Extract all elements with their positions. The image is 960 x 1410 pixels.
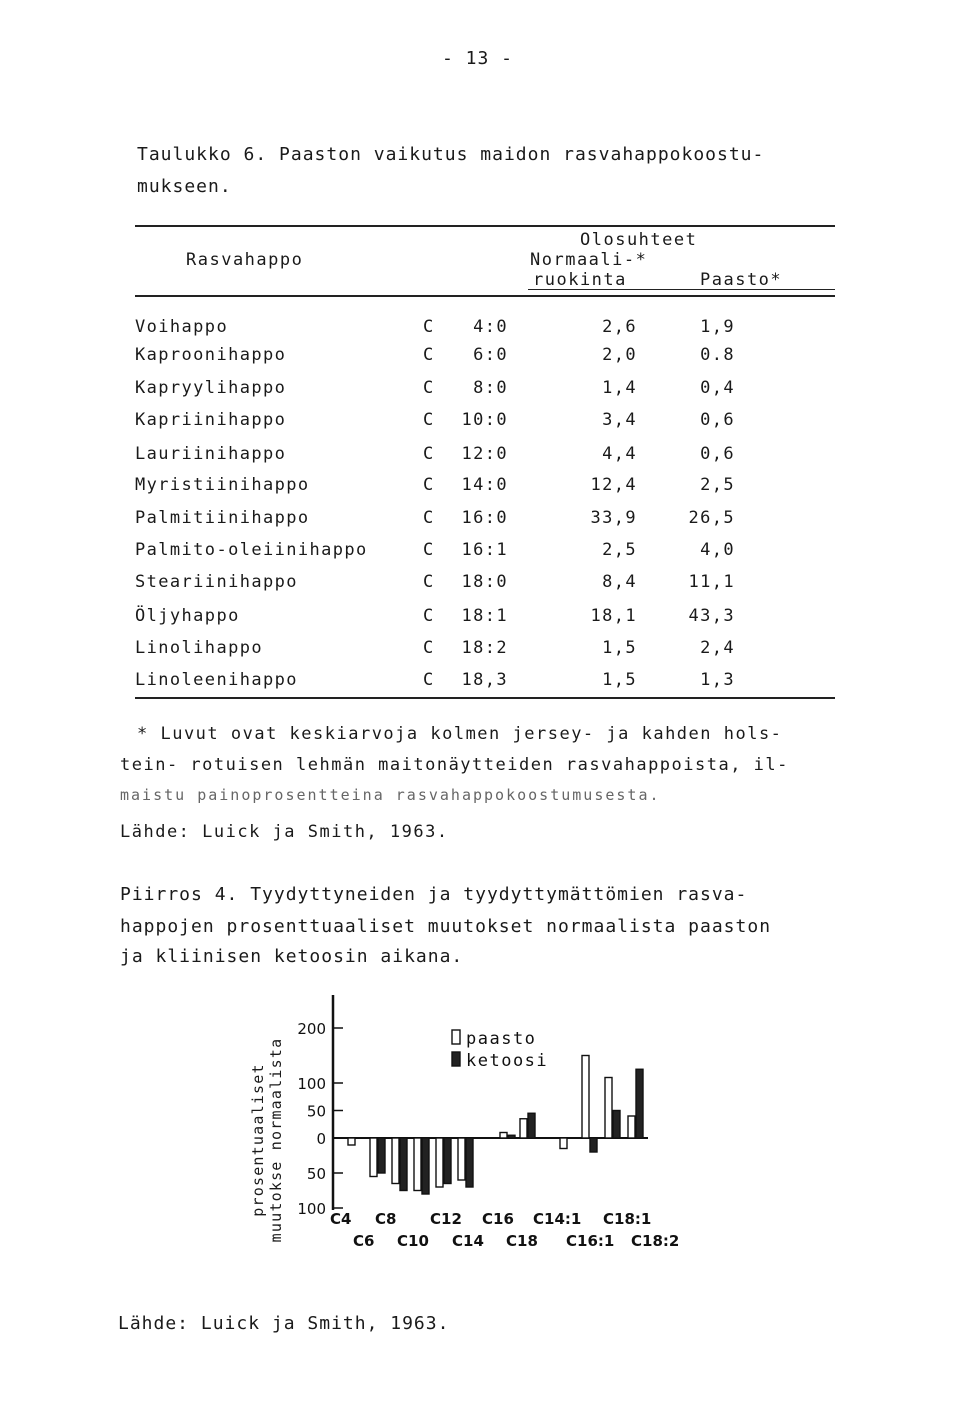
carbon-code-cell: 16:0 bbox=[461, 508, 508, 528]
y-tick-label: 50 bbox=[306, 1165, 326, 1183]
table-caption-line-1: Taulukko 6. Paaston vaikutus maidon rasvahappokoostu- bbox=[137, 144, 765, 165]
bar-paasto-c18-2 bbox=[628, 1116, 635, 1138]
bar-paasto-c18 bbox=[520, 1119, 527, 1138]
figure-source: Lähde: Luick ja Smith, 1963. bbox=[118, 1313, 450, 1334]
table-footnote-line-3: maistu painoprosentteina rasvahappokoostumusesta. bbox=[120, 786, 661, 804]
header-ruokinta: ruokinta bbox=[533, 270, 627, 290]
bar-paasto-c6 bbox=[370, 1138, 377, 1177]
carbon-code-cell: 18,3 bbox=[461, 670, 508, 690]
normal-feeding-value-cell: 3,4 bbox=[602, 410, 637, 430]
fasting-value-cell: 2,5 bbox=[700, 475, 735, 495]
bar-ketoosi-c8 bbox=[400, 1138, 407, 1191]
y-tick-label: 50 bbox=[306, 1102, 326, 1121]
fasting-value-cell: 2,4 bbox=[700, 638, 735, 658]
acid-name-cell: Voihappo bbox=[135, 317, 229, 337]
fasting-value-cell: 0.8 bbox=[700, 345, 735, 365]
legend-label-paasto: paasto bbox=[466, 1029, 537, 1049]
bar-ketoosi-c16 bbox=[508, 1135, 515, 1138]
normal-feeding-value-cell: 1,4 bbox=[602, 378, 637, 398]
legend-swatch-ketoosi bbox=[452, 1052, 460, 1066]
x-axis-label: C10 bbox=[397, 1232, 429, 1250]
legend-label-ketoosi: ketoosi bbox=[466, 1051, 549, 1071]
carbon-prefix-cell: C bbox=[423, 572, 435, 592]
bar-ketoosi-c14 bbox=[466, 1138, 473, 1187]
fasting-value-cell: 4,0 bbox=[700, 540, 735, 560]
fasting-value-cell: 0,6 bbox=[700, 444, 735, 464]
carbon-prefix-cell: C bbox=[423, 670, 435, 690]
acid-name-cell: Palmito-oleiinihappo bbox=[135, 540, 368, 560]
table-footnote-line-1: * Luvut ovat keskiarvoja kolmen jersey- ja kahden hols- bbox=[137, 724, 783, 744]
y-tick-label: 100 bbox=[297, 1075, 326, 1093]
carbon-prefix-cell: C bbox=[423, 345, 435, 365]
carbon-prefix-cell: C bbox=[423, 475, 435, 495]
bar-paasto-c8 bbox=[392, 1138, 399, 1184]
acid-name-cell: Myristiinihappo bbox=[135, 475, 310, 495]
acid-name-cell: Palmitiinihappo bbox=[135, 508, 310, 528]
bar-ketoosi-c18 bbox=[528, 1113, 535, 1138]
acid-name-cell: Kapryylihappo bbox=[135, 378, 287, 398]
carbon-code-cell: 6:0 bbox=[473, 345, 508, 365]
carbon-code-cell: 14:0 bbox=[461, 475, 508, 495]
carbon-prefix-cell: C bbox=[423, 378, 435, 398]
fasting-value-cell: 1,9 bbox=[700, 317, 735, 337]
bar-ketoosi-c12 bbox=[444, 1138, 451, 1184]
bar-ketoosi-c10 bbox=[422, 1138, 429, 1194]
normal-feeding-value-cell: 2,6 bbox=[602, 317, 637, 337]
x-axis-label: C18 bbox=[506, 1232, 538, 1250]
carbon-code-cell: 18:2 bbox=[461, 638, 508, 658]
acid-name-cell: Öljyhappo bbox=[135, 606, 240, 626]
x-axis-label: C8 bbox=[375, 1210, 397, 1228]
bar-ketoosi-c18-2 bbox=[636, 1069, 643, 1138]
normal-feeding-value-cell: 18,1 bbox=[590, 606, 637, 626]
carbon-code-cell: 4:0 bbox=[473, 317, 508, 337]
bar-paasto-c16-1 bbox=[582, 1056, 589, 1139]
header-olosuhteet: Olosuhteet bbox=[580, 230, 698, 250]
page-number: - 13 - bbox=[442, 48, 514, 69]
normal-feeding-value-cell: 1,5 bbox=[602, 638, 637, 658]
acid-name-cell: Linoleenihappo bbox=[135, 670, 298, 690]
fasting-value-cell: 0,6 bbox=[700, 410, 735, 430]
acid-name-cell: Kaproonihappo bbox=[135, 345, 287, 365]
carbon-code-cell: 8:0 bbox=[473, 378, 508, 398]
carbon-prefix-cell: C bbox=[423, 540, 435, 560]
normal-feeding-value-cell: 2,5 bbox=[602, 540, 637, 560]
acid-name-cell: Kapriinihappo bbox=[135, 410, 287, 430]
x-axis-label: C18:1 bbox=[603, 1210, 652, 1228]
carbon-prefix-cell: C bbox=[423, 444, 435, 464]
bar-ketoosi-c18-1 bbox=[613, 1111, 620, 1139]
bar-paasto-c10 bbox=[414, 1138, 421, 1191]
legend-swatch-paasto bbox=[452, 1030, 460, 1044]
normal-feeding-value-cell: 1,5 bbox=[602, 670, 637, 690]
table-source: Lähde: Luick ja Smith, 1963. bbox=[120, 822, 449, 842]
bar-paasto-c16 bbox=[500, 1133, 507, 1139]
bar-paasto-c12 bbox=[436, 1138, 443, 1187]
x-axis-label: C16:1 bbox=[566, 1232, 615, 1250]
carbon-code-cell: 18:0 bbox=[461, 572, 508, 592]
normal-feeding-value-cell: 2,0 bbox=[602, 345, 637, 365]
bar-ketoosi-c6 bbox=[378, 1138, 385, 1173]
carbon-code-cell: 18:1 bbox=[461, 606, 508, 626]
y-tick-label: 200 bbox=[297, 1020, 326, 1038]
header-rasvahappo: Rasvahappo bbox=[186, 250, 304, 270]
figure-caption-line-2: happojen prosenttuaaliset muutokset normaalista paaston bbox=[120, 916, 772, 937]
normal-feeding-value-cell: 4,4 bbox=[602, 444, 637, 464]
y-tick-label: 100 bbox=[297, 1200, 326, 1218]
x-axis-label: C18:2 bbox=[631, 1232, 680, 1250]
bar-paasto-c14 bbox=[458, 1138, 465, 1180]
carbon-code-cell: 10:0 bbox=[461, 410, 508, 430]
bar-paasto-c18-1 bbox=[605, 1078, 612, 1139]
fasting-value-cell: 0,4 bbox=[700, 378, 735, 398]
normal-feeding-value-cell: 12,4 bbox=[590, 475, 637, 495]
bar-paasto-c4 bbox=[348, 1138, 355, 1145]
x-axis-label: C6 bbox=[353, 1232, 375, 1250]
x-axis-label: C12 bbox=[430, 1210, 462, 1228]
acid-name-cell: Steariinihappo bbox=[135, 572, 298, 592]
carbon-prefix-cell: C bbox=[423, 638, 435, 658]
header-normaali: Normaali-* bbox=[530, 250, 648, 270]
fasting-value-cell: 43,3 bbox=[688, 606, 735, 626]
fasting-value-cell: 1,3 bbox=[700, 670, 735, 690]
y-tick-label: 0 bbox=[316, 1130, 326, 1148]
figure-caption-line-1: Piirros 4. Tyydyttyneiden ja tyydyttymättömien rasva- bbox=[120, 884, 748, 905]
x-axis-label: C14:1 bbox=[533, 1210, 582, 1228]
header-paasto: Paasto* bbox=[700, 270, 783, 290]
carbon-prefix-cell: C bbox=[423, 410, 435, 430]
bar-paasto-c14-1 bbox=[560, 1138, 567, 1149]
table-footnote-line-2: tein- rotuisen lehmän maitonäytteiden rasvahappoista, il- bbox=[120, 755, 789, 775]
x-axis-label: C4 bbox=[330, 1210, 352, 1228]
carbon-prefix-cell: C bbox=[423, 508, 435, 528]
carbon-code-cell: 16:1 bbox=[461, 540, 508, 560]
normal-feeding-value-cell: 33,9 bbox=[590, 508, 637, 528]
carbon-prefix-cell: C bbox=[423, 317, 435, 337]
acid-name-cell: Lauriinihappo bbox=[135, 444, 287, 464]
fasting-value-cell: 26,5 bbox=[688, 508, 735, 528]
table-caption-line-2: mukseen. bbox=[137, 176, 232, 197]
y-axis-label-line-1: prosentuaaliset bbox=[249, 1063, 267, 1217]
figure-caption-line-3: ja kliinisen ketoosin aikana. bbox=[120, 946, 464, 967]
x-axis-label: C16 bbox=[482, 1210, 514, 1228]
x-axis-label: C14 bbox=[452, 1232, 484, 1250]
carbon-code-cell: 12:0 bbox=[461, 444, 508, 464]
normal-feeding-value-cell: 8,4 bbox=[602, 572, 637, 592]
y-axis-label-line-2: muutokse normaalista bbox=[267, 1037, 285, 1243]
bar-ketoosi-c16-1 bbox=[590, 1138, 597, 1152]
acid-name-cell: Linolihappo bbox=[135, 638, 263, 658]
carbon-prefix-cell: C bbox=[423, 606, 435, 626]
fasting-value-cell: 11,1 bbox=[688, 572, 735, 592]
